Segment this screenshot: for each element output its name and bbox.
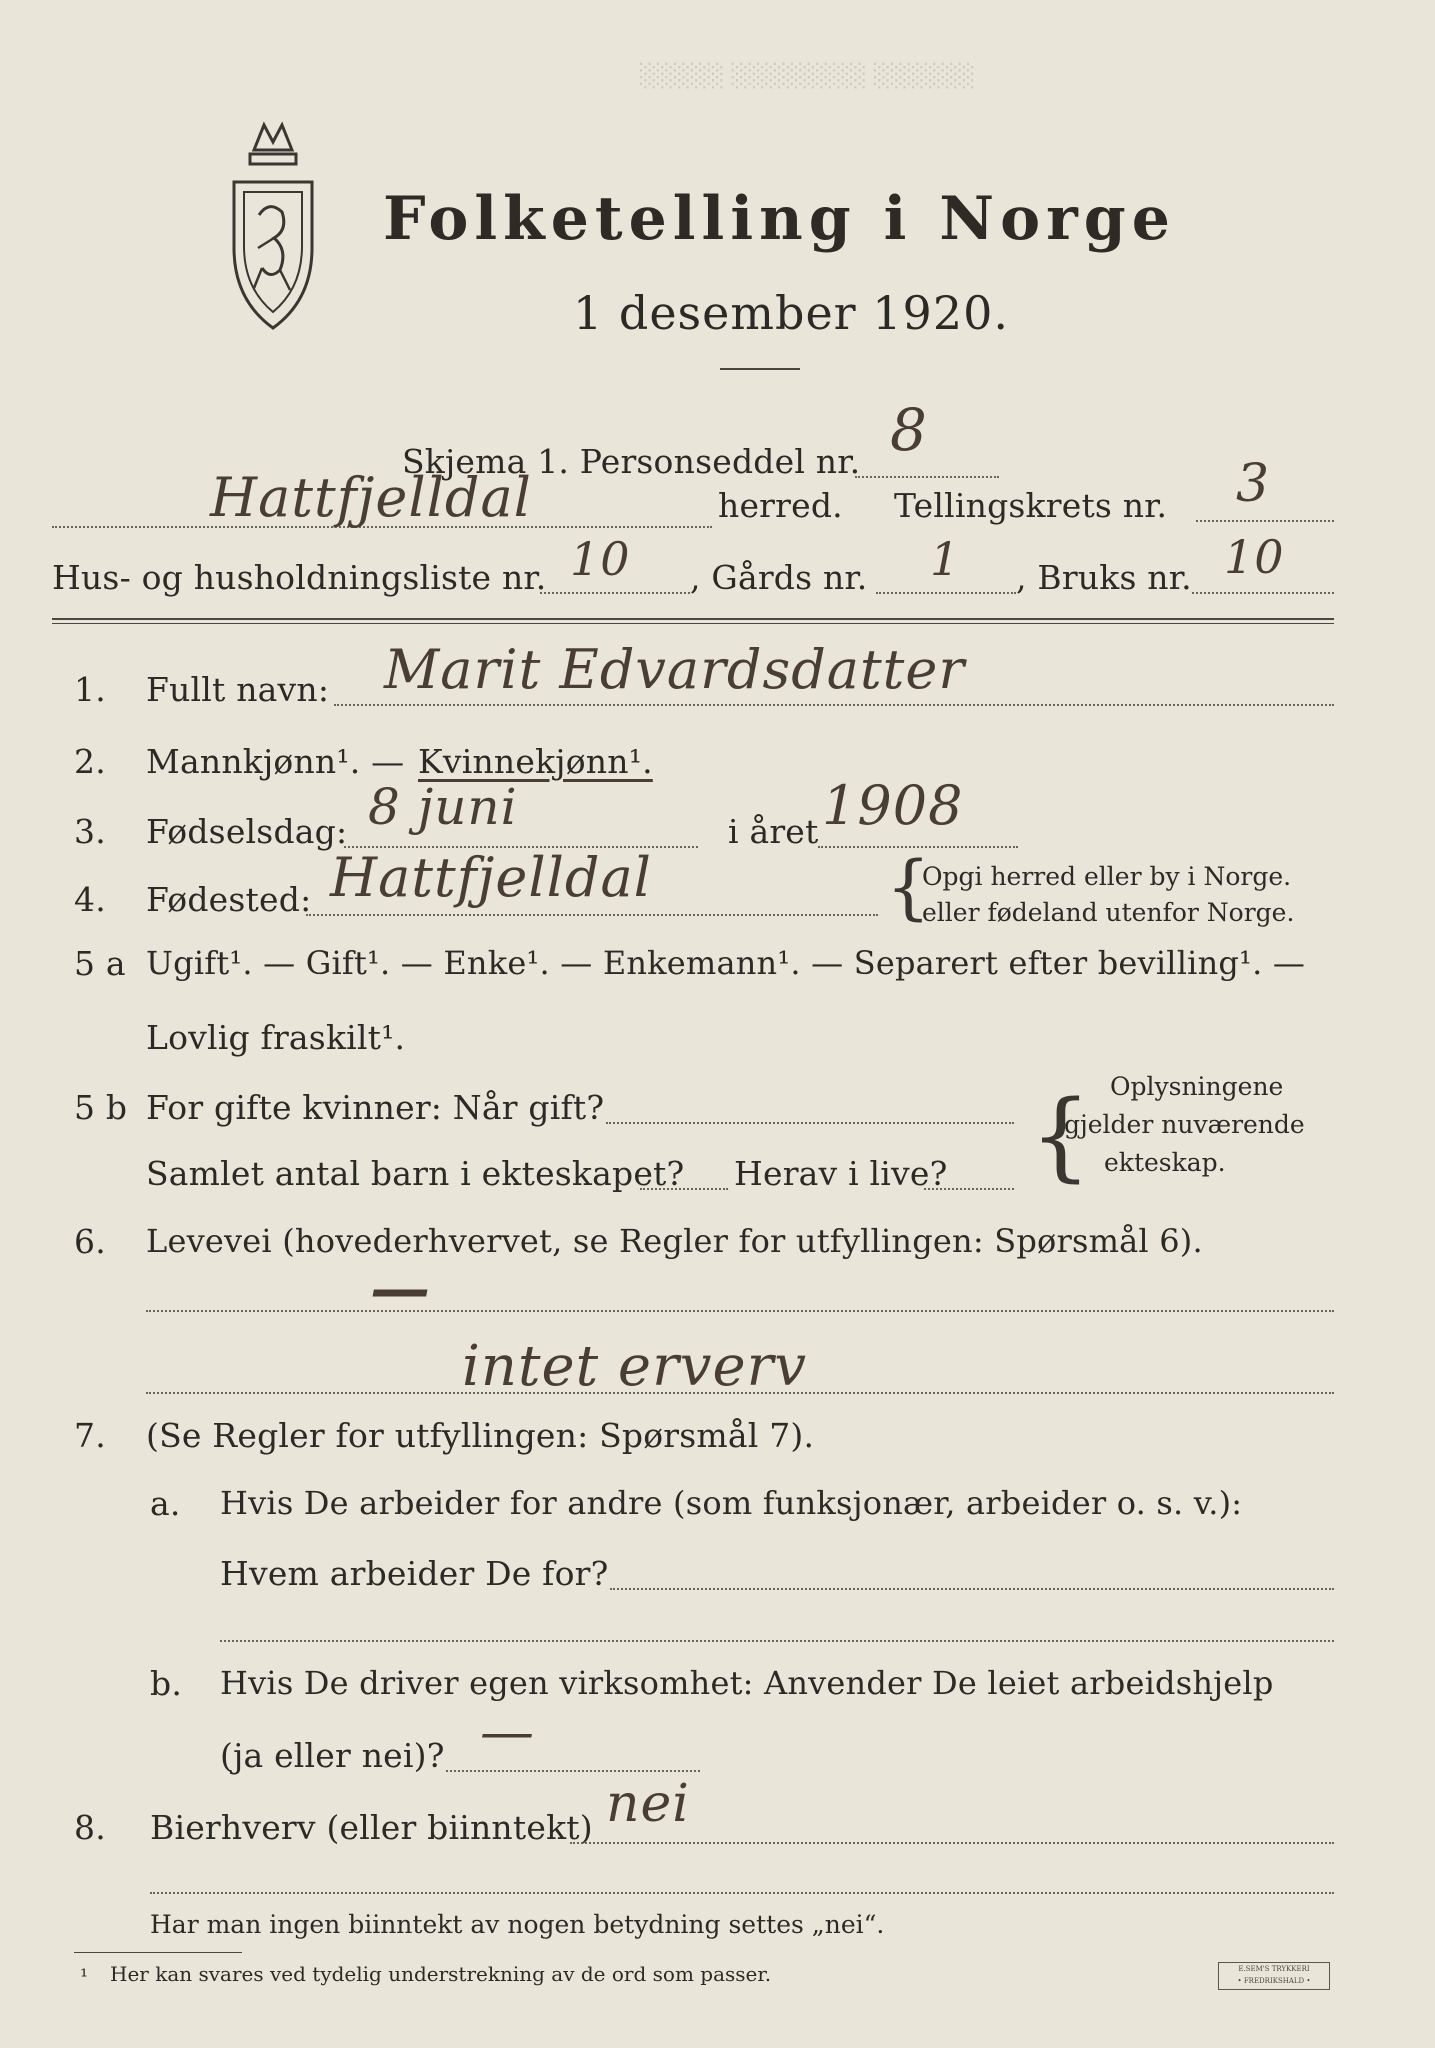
bruks-label: , Bruks nr.	[1016, 558, 1192, 597]
bruks-dotted-line	[1192, 592, 1334, 594]
biinntekt-note: Har man ingen biinntekt av nogen betydning settes „nei“.	[150, 1910, 885, 1939]
q3-label: Fødselsdag:	[146, 812, 348, 851]
gards-dotted-line	[876, 592, 1016, 594]
coat-of-arms-icon	[214, 120, 332, 335]
q5b-children-label: Samlet antal barn i ekteskapet?	[146, 1154, 685, 1193]
footnote-divider	[74, 1952, 242, 1953]
q6-occupation-value: intet erverv	[462, 1334, 808, 1399]
herred-value: Hattfjelldal	[210, 466, 532, 529]
q7a-dotted-line-1	[610, 1588, 1334, 1590]
gards-value: 1	[930, 532, 961, 586]
q8-dotted-line-2	[150, 1892, 1334, 1894]
tellingskrets-label: Tellingskrets nr.	[894, 486, 1168, 525]
q6-number: 6.	[74, 1222, 106, 1261]
tellingskrets-value: 3	[1236, 454, 1271, 514]
q3-year-label: i året	[728, 812, 819, 851]
q5b-alive-label: Herav i live?	[734, 1154, 948, 1193]
husliste-dotted-line	[540, 592, 690, 594]
footnote-marker: ¹	[80, 1964, 89, 1988]
q7b-value: —	[480, 1700, 535, 1763]
footnote-text: Her kan svares ved tydelig understrekning av de ord som passer.	[110, 1962, 772, 1986]
q7b-line2: (ja eller nei)?	[220, 1736, 445, 1775]
q5a-line1: Ugift¹. — Gift¹. — Enke¹. — Enkemann¹. — Separert efter bevilling¹. —	[146, 944, 1306, 982]
q6-dotted-line-1	[146, 1310, 1334, 1312]
form-title: Folketelling i Norge	[383, 184, 1176, 254]
q4-note-line1: Opgi herred eller by i Norge.	[922, 862, 1292, 891]
q5b-number: 5 b	[74, 1088, 128, 1127]
title-divider	[720, 368, 800, 370]
q8-value: nei	[606, 1774, 690, 1834]
q5b-alive-dotted-line	[924, 1188, 1014, 1190]
q3-number: 3.	[74, 812, 106, 851]
q8-number: 8.	[74, 1808, 106, 1847]
q4-birthplace-value: Hattfjelldal	[330, 846, 652, 909]
schema-label: Skjema 1. Personseddel nr.	[402, 442, 861, 481]
q3-birth-year-value: 1908	[822, 774, 964, 837]
q6-label: Levevei (hovederhvervet, se Regler for utfyllingen: Spørsmål 6).	[146, 1222, 1203, 1260]
section-divider-top	[52, 618, 1334, 620]
q5a-line2: Lovlig fraskilt¹.	[146, 1018, 406, 1057]
q8-label: Bierhverv (eller biinntekt)	[150, 1808, 593, 1847]
q3-birthday-value: 8 juni	[368, 778, 518, 836]
q7a-dotted-line-2	[220, 1640, 1334, 1642]
census-date: 1 desember 1920.	[573, 286, 1009, 340]
q2-male-label: Mannkjønn¹. —	[146, 742, 405, 781]
q5b-married-when-dotted-line	[606, 1122, 1014, 1124]
q7-label: (Se Regler for utfyllingen: Spørsmål 7).	[146, 1416, 815, 1455]
husliste-label: Hus- og husholdningsliste nr.	[52, 558, 547, 597]
section-divider-bottom	[52, 623, 1334, 624]
q1-label: Fullt navn:	[146, 670, 330, 709]
q4-dotted-line	[306, 914, 878, 916]
q7b-letter: b.	[150, 1664, 183, 1703]
q2-female-label-underlined: Kvinnekjønn¹.	[418, 742, 653, 781]
q7b-dotted-line	[446, 1770, 700, 1772]
q5b-brace: {	[1030, 1080, 1092, 1192]
q7a-letter: a.	[150, 1484, 181, 1523]
herred-label: herred.	[718, 486, 843, 525]
tellingskrets-dotted-line	[1196, 520, 1334, 522]
husliste-value: 10	[570, 532, 631, 586]
schema-dotted-line	[855, 476, 999, 478]
q5b-note-line3: ekteskap.	[1104, 1148, 1226, 1177]
q4-note-line2: eller fødeland utenfor Norge.	[922, 898, 1295, 927]
q4-brace: {	[886, 846, 931, 928]
bleed-through-text: ░░░░░ ░░░░░░░░ ░░░░░░	[640, 64, 976, 89]
q1-dotted-line	[334, 704, 1334, 706]
q5b-married-when-label: For gifte kvinner: Når gift?	[146, 1088, 605, 1127]
q5b-children-dotted-line	[640, 1188, 728, 1190]
q8-dotted-line-1	[570, 1842, 1334, 1844]
q2-number: 2.	[74, 742, 106, 781]
q5b-note-line2: gjelder nuværende	[1064, 1110, 1305, 1139]
q7a-line1: Hvis De arbeider for andre (som funksjonær, arbeider o. s. v.):	[220, 1484, 1243, 1522]
gards-label: , Gårds nr.	[690, 558, 868, 597]
q5b-note-line1: Oplysningene	[1110, 1072, 1284, 1101]
q7a-line2: Hvem arbeider De for?	[220, 1554, 609, 1593]
q6-dotted-line-2	[146, 1392, 1334, 1394]
q4-label: Fødested:	[146, 880, 312, 919]
q4-number: 4.	[74, 880, 106, 919]
printer-stamp: E.SEM'S TRYKKERI • FREDRIKSHALD •	[1218, 1962, 1330, 1990]
bruks-value: 10	[1224, 530, 1285, 584]
q1-full-name-value: Marit Edvardsdatter	[384, 638, 966, 701]
schema-number-value: 8	[890, 396, 928, 464]
q7b-line1: Hvis De driver egen virksomhet: Anvender De leiet arbeidshjelp	[220, 1664, 1274, 1702]
q6-dash-value: —	[370, 1254, 431, 1324]
q1-number: 1.	[74, 670, 106, 709]
q5a-number: 5 a	[74, 944, 126, 983]
q7-number: 7.	[74, 1416, 106, 1455]
